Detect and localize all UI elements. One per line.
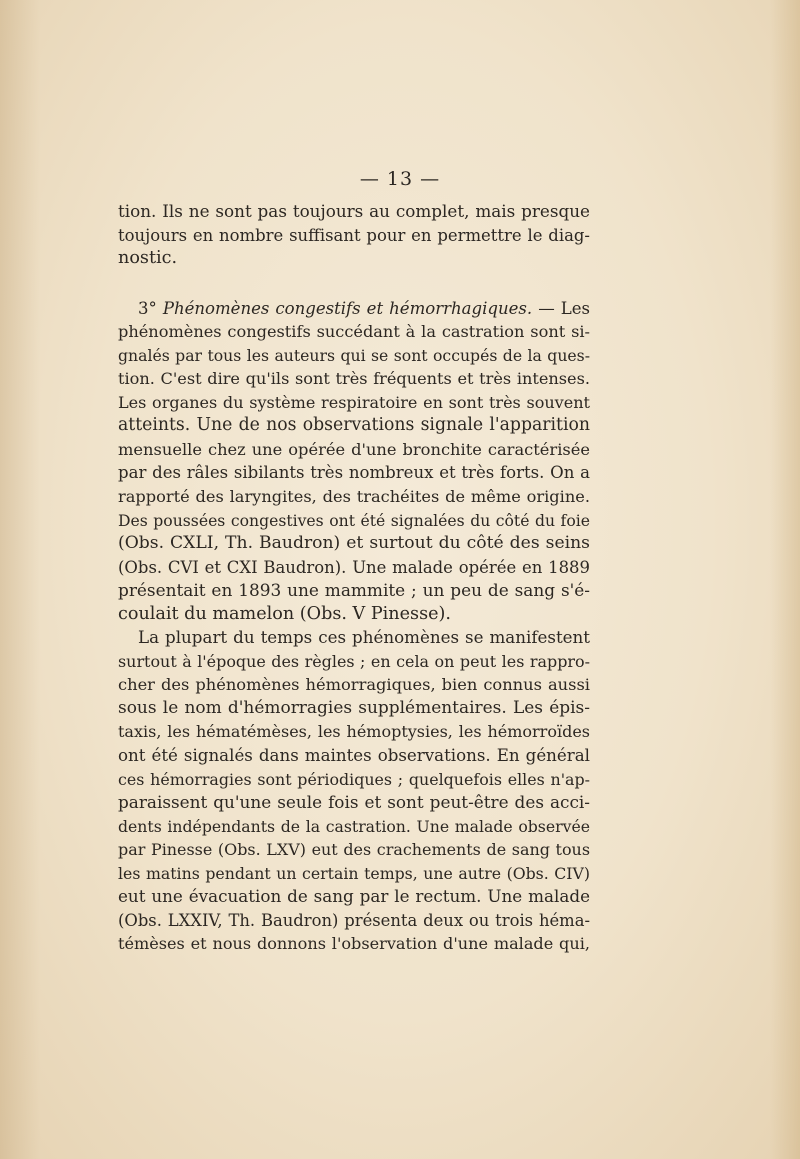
section-title: Phénomènes congestifs et hémorrhagiques. — [162, 298, 533, 318]
text-line: Des poussées congestives ont été signalées du côté du foie — [118, 510, 590, 530]
body-text — [118, 200, 590, 956]
text-line: coulait du mamelon (Obs. V Pinesse). — [118, 603, 451, 624]
text-line: (Obs. CXLI, Th. Baudron) et surtout du côté des seins — [118, 533, 590, 554]
text-line: (Obs. LXXIV, Th. Baudron) présenta deux ou trois héma- — [118, 910, 590, 930]
text-line: dents indépendants de la castration. Une malade observée — [118, 816, 590, 836]
text-line: les matins pendant un certain temps, une autre (Obs. CIV) — [118, 863, 590, 883]
section-number: 3° — [138, 298, 157, 318]
paragraph-2 — [118, 297, 590, 627]
text-line: La plupart du temps ces phénomènes se manifestent — [138, 627, 590, 648]
text-line: paraissent qu'une seule fois et sont peut-être des acci- — [118, 792, 590, 813]
text-line: présentait en 1893 une mammite ; un peu de sang s'é- — [118, 580, 590, 601]
text-line: ont été signalés dans maintes observations. En général — [118, 746, 590, 766]
text-line: ces hémorragies sont périodiques ; quelquefois elles n'ap- — [118, 769, 590, 789]
text-line: (Obs. CVI et CXI Baudron). Une malade opérée en 1889 — [118, 557, 590, 577]
paragraph-3 — [118, 626, 590, 956]
text-line: Les organes du système respiratoire en sont très souvent — [118, 392, 590, 412]
text-line: sous le nom d'hémorragies supplémentaires. Les épis- — [118, 697, 590, 718]
text-line: phénomènes congestifs succédant à la castration sont si- — [118, 322, 590, 342]
text-line: par des râles sibilants très nombreux et très forts. On a — [118, 463, 590, 483]
text-line: mensuelle chez une opérée d'une bronchite caractérisée — [118, 439, 590, 459]
text-line: tion. C'est dire qu'ils sont très fréquents et très intenses. — [118, 369, 590, 389]
section-heading-line — [118, 297, 590, 321]
text-line: gnalés par tous les auteurs qui se sont occupés de la ques- — [118, 345, 590, 365]
section-heading-tail: — Les — [538, 298, 590, 318]
text-line: par Pinesse (Obs. LXV) eut des crachements de sang tous — [118, 840, 590, 860]
text-line: taxis, les hématémèses, les hémoptysies, les hémorroïdes — [118, 722, 590, 742]
text-line: eut une évacuation de sang par le rectum. Une malade — [118, 886, 590, 907]
text-line: tion. Ils ne sont pas toujours au complet, mais presque — [118, 201, 590, 221]
page-number: — 13 — — [359, 168, 441, 190]
text-line: rapporté des laryngites, des trachéites de même origine. — [118, 487, 590, 507]
paragraph-gap — [118, 271, 590, 297]
text-line: atteints. Une de nos observations signale l'apparition — [118, 415, 590, 436]
text-line: cher des phénomènes hémorragiques, bien connus aussi — [118, 675, 590, 695]
paragraph-1 — [118, 200, 590, 271]
text-line: surtout à l'époque des règles ; en cela on peut les rappro- — [118, 651, 590, 671]
text-line: toujours en nombre suffisant pour en permettre le diag- — [118, 225, 590, 245]
text-line: nostic. — [118, 248, 178, 269]
text-line: témèses et nous donnons l'observation d'une malade qui, — [118, 934, 590, 954]
